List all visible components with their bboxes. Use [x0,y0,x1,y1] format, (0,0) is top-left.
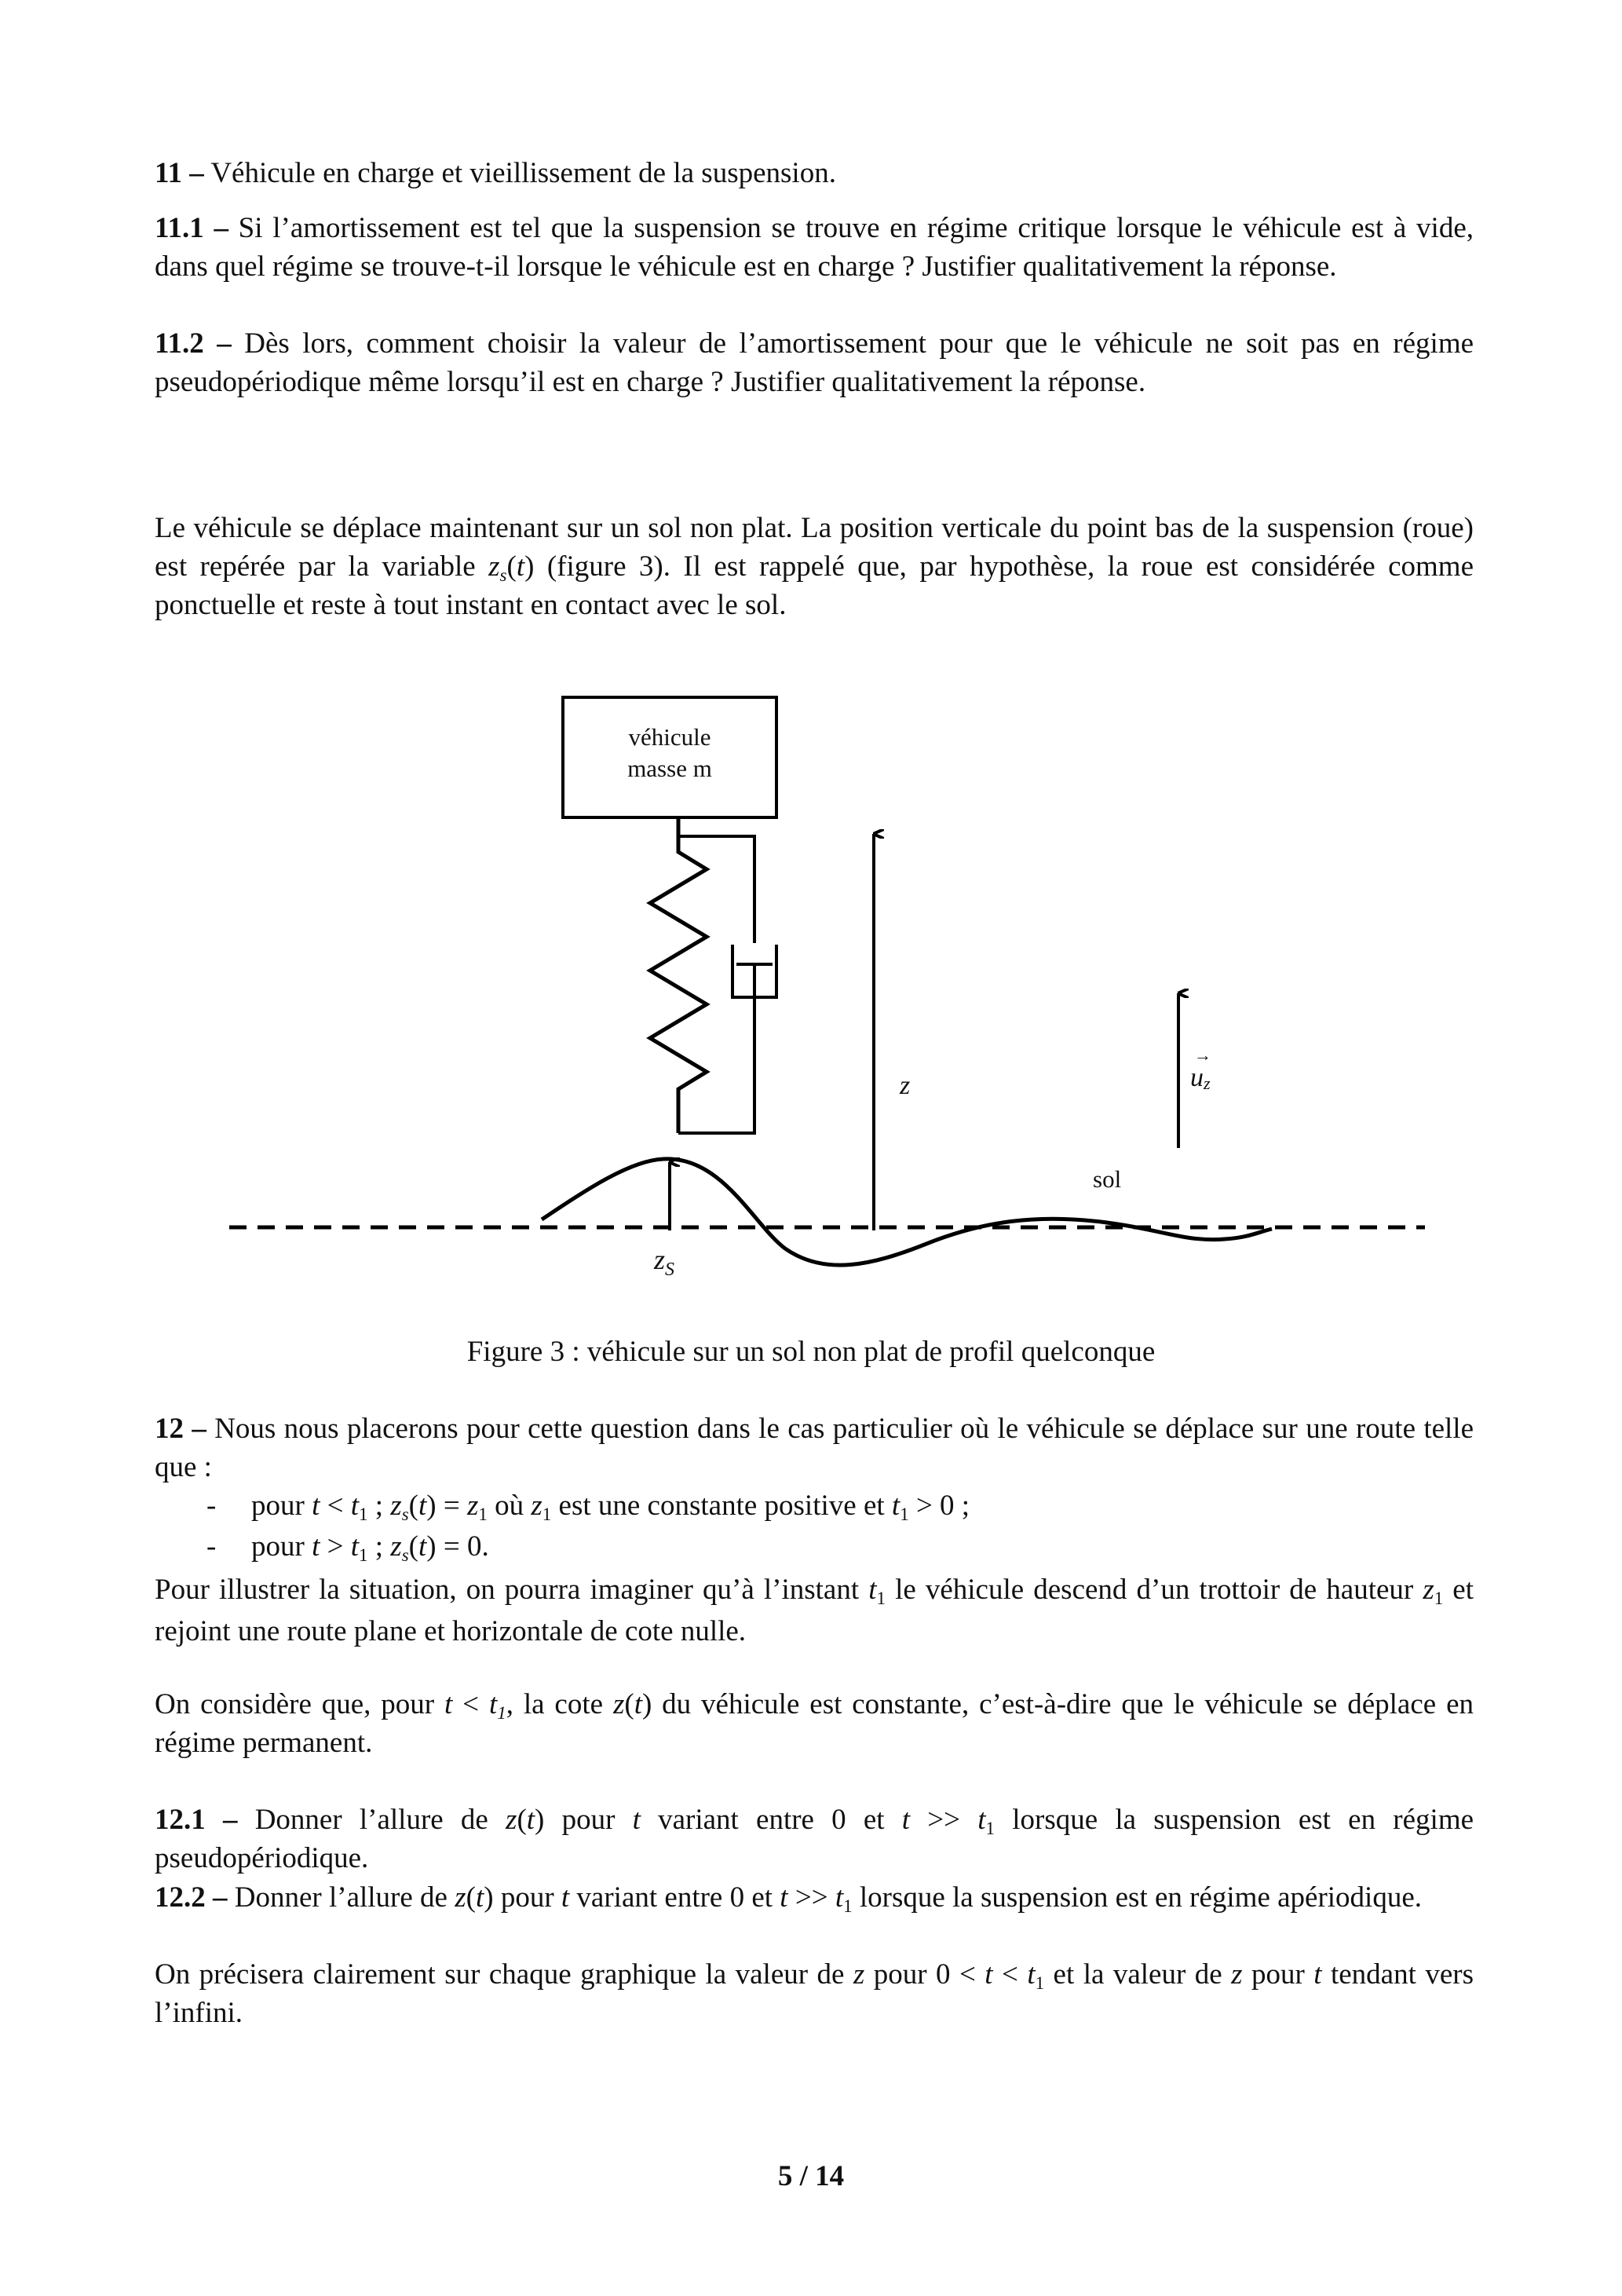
mass-label: masse m [627,755,712,782]
vehicle-mass-box [563,697,776,817]
figure-3-diagram [0,675,1622,1296]
steady-state-paragraph: On considère que, pour $t < t_1$, la cote z(t) du véhicule est constante, c’est-à-dire que le véhicule se déplace en régime permanent. [155,1688,1474,1759]
question-12-2: 12.2 – Donner l’allure de z(t) pour t variant entre 0 et $t >> t_1$ lorsque la suspension est en régime apériodique. [155,1881,1423,1916]
figure-caption: Figure 3 : véhicule sur un sol non plat de profil quelconque [466,1336,1156,1368]
question-number: 12 [155,1413,184,1445]
uz-vector-arrow: → [1194,1045,1211,1065]
precision-note: On précisera clairement sur chaque graphique la valeur de z pour $0 < t < t_1$ et la valeur de z pour t tendant vers l’infini. [155,1958,1474,2029]
uz-label: uz [1190,1063,1211,1093]
illustration-paragraph: Pour illustrer la situation, on pourra imaginer qu’à l’instant $t_1$ le véhicule descend d’un trottoir de hauteur $z_1$ et rejoint une route plane et horizontale de cote nulle. [155,1574,1474,1647]
question-text: Dès lors, comment choisir la valeur de l’amortissement pour que le véhicule ne soit pas en régime pseudopériodique même lorsqu’il est en charge ? Justifier qualitativement la réponse. [155,327,1474,398]
intro-paragraph: Le véhicule se déplace maintenant sur un sol non plat. La position verticale du point bas de la suspension (roue) est repérée par la variable $z_s(t)$ (figure 3). Il est rappelé que, par hypothèse, la roue est considérée comme ponctuelle et reste à tout instant en contact avec le sol. [155,512,1474,621]
question-number: 11.2 [155,327,204,360]
spring [650,817,707,1133]
list-item: - pour $t < t_1$ ; $z_s(t) = z_1$ où $z_1$ est une constante positive et $t_1 > 0$ ; [206,1490,970,1524]
z-axis-label: z [900,1071,911,1100]
question-text: Nous nous placerons pour cette question dans le cas particulier où le véhicule se déplace sur une route telle que : [155,1413,1474,1483]
question-11-1: 11.1 – Si l’amortissement est tel que la suspension se trouve en régime critique lorsque le véhicule est à vide, dans quel régime se trouve-t-il lorsque le véhicule est en charge ? Justifier qualitativement la réponse. [155,212,1474,283]
question-12: 12 – Nous nous placerons pour cette question dans le cas particulier où le véhicule se déplace sur une route telle que : [155,1413,1474,1483]
sol-label: sol [1093,1165,1122,1193]
road-profile-curve [542,1159,1272,1265]
page-number: 5 / 14 [777,2160,845,2192]
question-text: Véhicule en charge et vieillissement de la suspension. [210,157,836,189]
question-number: 12.2 [155,1881,206,1914]
list-item: - pour $t > t_1$ ; $z_s(t) = 0$. [206,1530,489,1565]
damper [678,836,776,1133]
question-number: 11 [155,157,182,189]
question-11-2: 11.2 – Dès lors, comment choisir la valeur de l’amortissement pour que le véhicule ne soit pas en régime pseudopériodique même lorsqu’il est en charge ? Justifier qualitativement la réponse. [155,327,1474,398]
condition-list [206,1486,1463,1567]
question-12-1: 12.1 – Donner l’allure de z(t) pour t variant entre 0 et $t >> t_1$ lorsque la suspension est en régime pseudopériodique. [155,1804,1474,1874]
vehicle-label: véhicule [628,723,711,751]
question-text: Si l’amortissement est tel que la suspension se trouve en régime critique lorsque le véhicule est à vide, dans quel régime se trouve-t-il lorsque le véhicule est en charge ? Justifier qualitativement la réponse. [155,212,1474,283]
question-number: 12.1 [155,1804,206,1836]
question-11-title: 11 – Véhicule en charge et vieillissement de la suspension. [155,157,836,189]
question-number: 11.1 [155,212,204,244]
zs-label: $z_S$ [654,1244,675,1280]
